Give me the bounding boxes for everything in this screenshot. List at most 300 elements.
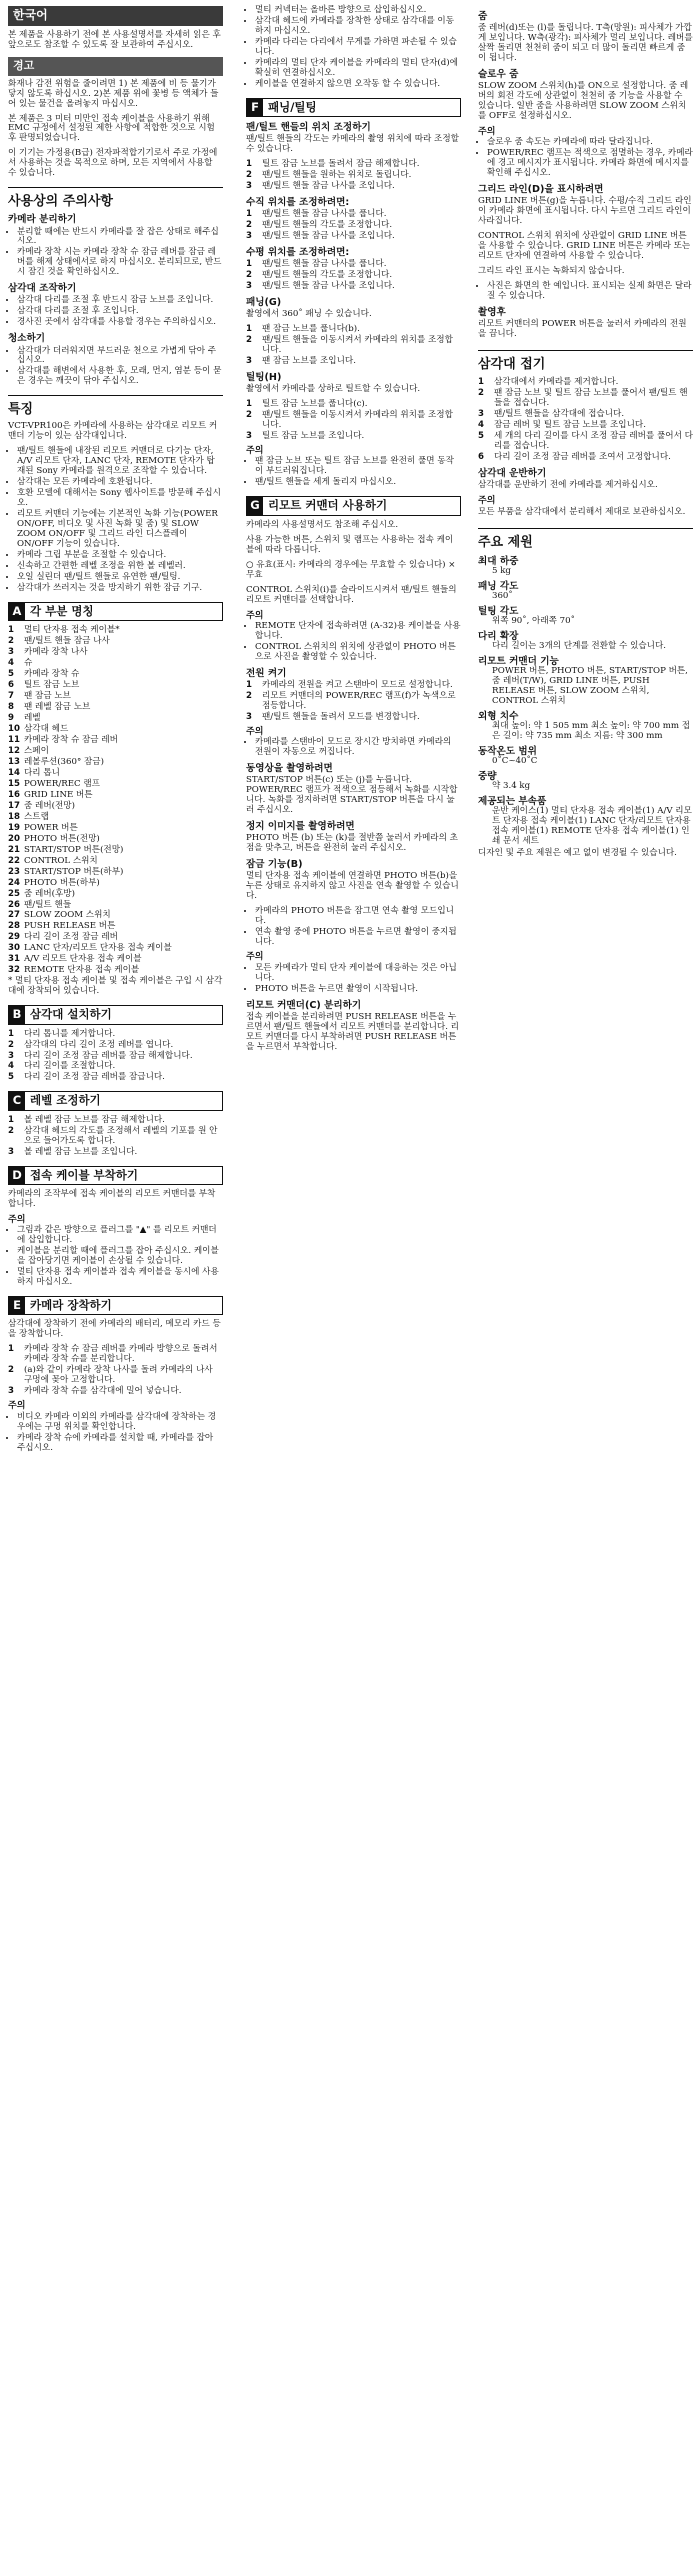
caution-text: 이 기기는 가정용(B급) 전자파적합기기로서 주로 가정에서 사용하는 것을 목적으로 하며, 모든 지역에서 사용할 수 있습니다. xyxy=(8,148,218,179)
step-text: 삼각대 헤드의 각도를 조정해서 레벨의 기포를 원 안으로 들어가도록 합니다. xyxy=(24,1125,218,1146)
pan-tilt-handle-body: 팬/틸트 핸들의 각도는 카메라의 촬영 위치에 따라 조정할 수 있습니다. xyxy=(246,134,459,155)
step-text: 다리 길이 조정 잠금 레버를 조여서 고정합니다. xyxy=(494,452,671,463)
part-name: 팬/틸트 핸들 잠금 나사 xyxy=(24,636,110,647)
part-name: 슈 xyxy=(24,658,33,669)
spec-heading: 외형 치수 xyxy=(478,711,519,722)
part-number: 25 xyxy=(8,888,20,899)
spec-value: 360˚ xyxy=(492,590,513,601)
part-item xyxy=(8,933,223,943)
step-item xyxy=(246,432,461,442)
panning-heading: 패닝(G) xyxy=(246,297,282,309)
zoom-heading: 줌 xyxy=(478,11,488,22)
step-item xyxy=(8,1148,223,1158)
note-heading: 주의 xyxy=(478,496,496,507)
step-item xyxy=(478,432,693,452)
photo-body: PHOTO 버튼 (b) 또는 (k)를 절반쯤 눌러서 카메라의 초점을 맞추고, 버튼을 완전히 눌러 주십시오. xyxy=(246,833,458,854)
step-number: 2 xyxy=(478,388,484,399)
list-item: • 카메라의 PHOTO 버튼을 잠그면 연속 촬영 모드입니다. xyxy=(255,907,461,927)
photo-heading: 정지 이미지를 촬영하려면 xyxy=(246,821,355,833)
list-item: • 리모트 커맨더 기능에는 기본적인 녹화 기능(POWER ON/OFF, 비디오 및 사진 녹화 및 줌) 및 SLOW ZOOM ON/OFF 및 그리드 라인 디스플레이 ON/OFF 기능이 있습니다. xyxy=(17,510,223,550)
part-item xyxy=(8,901,223,911)
lock-body: 멀티 단자용 접속 케이블에 연결하면 PHOTO 버튼(b)을 누른 상태로 유지하지 않고 사진을 연속 촬영할 수 있습니다. xyxy=(246,871,459,902)
step-item xyxy=(246,681,461,691)
part-item xyxy=(8,747,223,757)
handle-steps xyxy=(246,160,461,192)
list-item: • 삼각대 다리를 조절 후 반드시 잠금 노브를 조입니다. xyxy=(17,296,223,306)
section-c-header xyxy=(8,1091,223,1110)
step-number: 3 xyxy=(478,409,484,420)
list-item: • 팬 잠금 노브 또는 틸트 잠금 노브를 완전히 풀면 동작이 부드러워집니다. xyxy=(255,457,461,477)
step-item xyxy=(246,271,461,281)
step-number: 2 xyxy=(246,220,252,231)
list-item: • 멀티 단자용 접속 케이블과 접속 케이블을 동시에 사용하지 마십시오. xyxy=(17,1268,223,1288)
step-text: 다리 길이 조정 잠금 레버를 잠금 해제합니다. xyxy=(24,1050,193,1061)
part-name: 다리 톱니 xyxy=(24,767,60,778)
note-heading: 주의 xyxy=(246,726,264,737)
vertical-heading: 수직 위치를 조정하려면: xyxy=(246,197,350,209)
part-item xyxy=(8,758,223,768)
list-item: • 호환 모델에 대해서는 Sony 웹사이트를 방문해 주십시오. xyxy=(17,489,223,509)
part-name: REMOTE 단자용 접속 케이블 xyxy=(24,965,140,976)
part-number: 13 xyxy=(8,756,20,767)
part-item xyxy=(8,670,223,680)
power-steps xyxy=(246,681,461,723)
step-text: 다리 길이 조정 잠금 레버를 잠급니다. xyxy=(24,1072,165,1083)
step-text: 카메라 장착 슈를 삼각대에 밀어 넣습니다. xyxy=(24,1386,182,1397)
step-number: 6 xyxy=(478,452,484,463)
part-item xyxy=(8,714,223,724)
spec-value: POWER 버튼, PHOTO 버튼, START/STOP 버튼, 줌 레버(T/W), GRID LINE 버튼, PUSH RELEASE 버튼, SLOW ZOOM 스위치, CONTROL 스위치 xyxy=(492,666,688,707)
part-name: GRID LINE 버튼 xyxy=(24,789,93,800)
list-item: • 삼각대 헤드에 카메라를 장착한 상태로 삼각대를 이동하지 마십시오. xyxy=(255,17,461,37)
list-item: • POWER/REC 램프는 적색으로 점멸하는 경우, 카메라에 경고 메시지가 표시됩니다. 카메라 화면에 메시지를 확인해 주십시오. xyxy=(487,149,693,179)
language-title: 한국어 xyxy=(8,6,223,26)
legend-text: ○ 유효(표시: 카메라의 경우에는 무효할 수 있습니다) × 무효 xyxy=(246,559,456,580)
step-item xyxy=(246,336,461,356)
part-name: PHOTO 버튼(하부) xyxy=(24,877,100,888)
spec-heading: 중량 xyxy=(478,771,497,783)
part-item xyxy=(8,922,223,932)
list-item: • 비디오 카메라 이외의 카메라를 삼각대에 장착하는 경우에는 구멍 위치를 확인합니다. xyxy=(17,1413,223,1433)
part-name: 줌 레버(후방) xyxy=(24,888,75,899)
part-name: PUSH RELEASE 버튼 xyxy=(24,921,116,932)
tilting-body: 촬영에서 카메라를 상하로 틸트할 수 있습니다. xyxy=(246,384,421,395)
part-number: 21 xyxy=(8,844,20,855)
power-notes xyxy=(246,738,461,758)
list-item: • 팬/틸트 핸들에 내장된 리모트 커맨더로 다기능 단자, A/V 리모트 단자, LANC 단자, REMOTE 단자가 탑재된 Sony 카메라를 원격으로 조작할 수 있습니다. xyxy=(17,447,223,477)
step-text: 삼각대의 다리 길이 조정 레버를 엽니다. xyxy=(24,1039,174,1050)
part-number: 23 xyxy=(8,866,20,877)
grid-body-2: CONTROL 스위치 위치에 상관없이 GRID LINE 버튼을 사용할 수 있습니다. GRID LINE 버튼은 카메라 또는 리모트 단자에 연결하여 사용할 수 있습니다. xyxy=(478,231,691,262)
part-name: 팬 잠금 노브 xyxy=(24,691,71,702)
power-heading: 전원 켜기 xyxy=(246,667,287,679)
step-text: 팬/틸트 핸들을 이동시켜서 카메라의 위치를 조정합니다. xyxy=(262,335,453,356)
step-text: 틸트 잠금 노브를 조입니다. xyxy=(262,431,365,442)
part-name: 다리 길이 조정 잠금 레버 xyxy=(24,932,118,943)
step-number: 3 xyxy=(246,356,252,367)
list-item: • PHOTO 버튼을 누르면 촬영이 시작됩니다. xyxy=(255,985,461,995)
detach-body: 접속 케이블을 분리하려면 PUSH RELEASE 버튼을 누르면서 팬/틸트 핸들에서 리모트 커맨더를 분리합니다. 리모트 커맨더를 다시 부착하려면 PUSH RELEASE 버튼을 누르면서 부착합니다. xyxy=(246,1011,459,1052)
list-item: • 카메라 장착 슈에 카메라를 설치할 때, 카메라를 잡아 주십시오. xyxy=(17,1434,223,1454)
step-number: 1 xyxy=(246,159,252,170)
mount-steps xyxy=(8,1345,223,1397)
section-letter: A xyxy=(9,603,25,620)
part-item xyxy=(8,648,223,658)
panning-body: 촬영에서 360˚ 패닝 수 있습니다. xyxy=(246,309,372,320)
tilting-heading: 틸팅(H) xyxy=(246,372,282,384)
setup-steps xyxy=(8,1030,223,1084)
mount-notes-continued xyxy=(246,6,461,90)
part-number: 10 xyxy=(8,724,20,735)
spec-value: 0˚C~40˚C xyxy=(492,756,538,767)
part-name: LANC 단자/리모트 단자용 접속 케이블 xyxy=(24,943,172,954)
step-number: 3 xyxy=(246,281,252,292)
part-number: 2 xyxy=(8,636,14,647)
step-number: 1 xyxy=(8,1114,14,1125)
part-item xyxy=(8,944,223,954)
list-item: • 연속 촬영 중에 PHOTO 버튼을 누르면 촬영이 중지됩니다. xyxy=(255,928,461,948)
section-title: 삼각대 설치하기 xyxy=(30,1007,112,1022)
step-number: 3 xyxy=(8,1050,14,1061)
part-item xyxy=(8,955,223,965)
step-number: 4 xyxy=(8,1061,14,1072)
step-number: 3 xyxy=(8,1146,14,1157)
part-item xyxy=(8,626,223,636)
part-number: 32 xyxy=(8,965,20,976)
step-text: (a)와 같이 카메라 장착 나사를 돌려 카메라의 나사 구멍에 꽂아 고정합니다. xyxy=(24,1365,213,1386)
spec-value: 위쪽 90˚, 아래쪽 70˚ xyxy=(492,615,575,626)
part-number: 15 xyxy=(8,778,20,789)
step-item xyxy=(246,182,461,192)
part-number: 30 xyxy=(8,943,20,954)
step-text: 볼 레벨 잠금 노브를 잠금 해제합니다. xyxy=(24,1114,165,1125)
part-name: 멀티 단자용 접속 케이블* xyxy=(24,625,120,636)
parts-note: * 멀티 단자용 접속 케이블 및 접속 케이블은 구입 시 삼각대에 장착되어 있습니다. xyxy=(8,976,223,997)
step-number: 3 xyxy=(246,711,252,722)
step-text: 팬/틸트 핸들의 각도를 조정합니다. xyxy=(262,270,393,281)
step-text: 팬 잠금 노브를 풉니다(b). xyxy=(262,324,360,335)
part-name: A/V 리모트 단자용 접속 케이블 xyxy=(24,954,142,965)
step-number: 1 xyxy=(246,209,252,220)
step-number: 3 xyxy=(8,1386,14,1397)
step-text: 팬/틸트 핸들을 원하는 위치로 돌립니다. xyxy=(262,170,412,181)
step-text: 팬 잠금 노브 및 틸트 잠금 노브를 풀어서 팬/틸트 핸들을 접습니다. xyxy=(494,388,688,409)
part-item xyxy=(8,835,223,845)
section-g-header xyxy=(246,496,461,515)
part-name: PHOTO 버튼(전망) xyxy=(24,833,100,844)
camera-remove-heading: 카메라 분리하기 xyxy=(8,214,77,226)
step-text: 팬/틸트 핸들 잠금 나사를 조입니다. xyxy=(262,231,395,242)
step-text: 카메라 장착 슈 잠금 레버를 카메라 방향으로 돌려서 카메라 장착 슈를 분리합니다. xyxy=(24,1344,218,1365)
part-number: 12 xyxy=(8,745,20,756)
column-2 xyxy=(246,6,461,1058)
note-heading: 주의 xyxy=(246,446,264,457)
spec-value: 5 kg xyxy=(492,565,511,576)
step-text: 카메라의 전원을 켜고 스탠바이 모드로 설정합니다. xyxy=(262,679,453,690)
part-number: 9 xyxy=(8,713,14,724)
features-body: VCT-VPR100은 카메라에 사용하는 삼각대로 리모트 커맨더 기능이 있는 삼각대입니다. xyxy=(8,421,218,442)
list-item: • 카메라 다리는 다리에서 무게를 가하면 파손될 수 있습니다. xyxy=(255,38,461,58)
spec-heading: 제공되는 부속품 xyxy=(478,796,547,808)
carry-heading: 삼각대 운반하기 xyxy=(478,468,547,480)
section-e-body: 삼각대에 장착하기 전에 카메라의 배터리, 메모리 카드 등을 장착합니다. xyxy=(8,1319,221,1340)
panning-steps xyxy=(246,325,461,367)
section-title: 리모트 커맨더 사용하기 xyxy=(268,498,388,513)
section-letter: C xyxy=(9,1092,25,1109)
lock-list xyxy=(246,907,461,948)
step-item xyxy=(8,1062,223,1072)
features-title: 특징 xyxy=(8,395,223,417)
step-item xyxy=(246,221,461,231)
fold-steps xyxy=(478,378,693,463)
section-g-body: 카메라의 사용설명서도 참조해 주십시오. xyxy=(246,519,399,530)
list-item: • 모든 카메라가 멀티 단자 케이블에 대응하는 것은 아닙니다. xyxy=(255,964,461,984)
step-text: 팬/틸트 핸들 잠금 나사를 풉니다. xyxy=(262,209,387,220)
part-number: 26 xyxy=(8,899,20,910)
after-shoot-heading: 촬영후 xyxy=(478,307,506,319)
spec-heading: 틸팅 각도 xyxy=(478,605,519,617)
section-letter: B xyxy=(9,1006,25,1023)
step-number: 2 xyxy=(8,1125,14,1136)
note-heading: 주의 xyxy=(246,610,264,621)
step-number: 1 xyxy=(246,399,252,410)
horizontal-heading: 수평 위치를 조정하려면: xyxy=(246,247,350,259)
carry-body: 삼각대를 운반하기 전에 카메라를 제거하십시오. xyxy=(478,480,658,491)
step-item xyxy=(8,1052,223,1062)
section-g-body-2: 사용 가능한 버튼, 스위치 및 램프는 사용하는 접속 케이블에 따라 다릅니다. xyxy=(246,534,454,555)
list-item: • 삼각대가 쓰러지는 것을 방지하기 위한 잠금 기구. xyxy=(17,584,223,594)
section-b-header xyxy=(8,1005,223,1024)
part-name: 팬/틸트 핸들 xyxy=(24,899,72,910)
part-number: 31 xyxy=(8,954,20,965)
step-item xyxy=(246,260,461,270)
part-name: POWER 버튼 xyxy=(24,822,78,833)
step-number: 1 xyxy=(246,324,252,335)
step-item xyxy=(246,325,461,335)
part-number: 6 xyxy=(8,680,14,691)
part-item xyxy=(8,890,223,900)
control-switch-body: CONTROL 스위치(i)를 슬라이드시켜서 팬/틸트 핸들의 리모트 커맨더를 선택합니다. xyxy=(246,584,457,605)
note-heading: 주의 xyxy=(246,952,264,963)
spec-value: 최대 높이: 약 1 505 mm 최소 높이: 약 700 mm 접은 길이: 약 735 mm 최소 지름: 약 300 mm xyxy=(492,721,691,742)
section-f-notes xyxy=(246,457,461,488)
movie-body: START/STOP 버튼(c) 또는 (j)를 누릅니다. POWER/REC 램프가 적색으로 점등해서 녹화를 시작합니다. 녹화를 정지하려면 START/STOP 버튼을 다시 눌러 주십시오. xyxy=(246,775,458,816)
part-number: 7 xyxy=(8,691,14,702)
part-item xyxy=(8,966,223,976)
part-name: 카메라 장착 슈 xyxy=(24,669,80,680)
pan-tilt-handle-heading: 팬/틸트 핸들의 위치 조정하기 xyxy=(246,122,371,134)
list-item: • 멀티 커넥터는 올바른 방향으로 삽입하십시오. xyxy=(255,6,461,16)
note-heading: 주의 xyxy=(8,1214,26,1225)
part-name: START/STOP 버튼(전망) xyxy=(24,844,124,855)
step-text: 팬/틸트 핸들을 삼각대에 접습니다. xyxy=(494,409,625,420)
spec-heading: 패닝 각도 xyxy=(478,580,519,592)
grid-body: GRID LINE 버튼(g)을 누릅니다. 수평/수직 그리드 라인이 카메라 화면에 표시됩니다. 다시 누르면 그리드 라인이 사라집니다. xyxy=(478,196,692,227)
step-item xyxy=(8,1387,223,1397)
zoom-body: 줌 레버(d)또는 (l)를 돌립니다. T측(망원): 피사체가 가깝게 보입니다. W측(광각): 피사체가 멀리 보입니다. 레버를 살짝 돌리면 천천히 줌이 되고 더 많이 돌리면 빠르게 줌이 됩니다. xyxy=(478,23,693,64)
part-number: 11 xyxy=(8,734,20,745)
part-item xyxy=(8,911,223,921)
note-heading: 주의 xyxy=(8,1401,26,1412)
list-item: • 삼각대가 더러워지면 부드러운 천으로 가볍게 닦아 주십시오. xyxy=(17,347,223,367)
step-text: 팬/틸트 핸들을 돌려서 모드를 변경합니다. xyxy=(262,711,420,722)
part-name: 팬 레벨 잠금 노브 xyxy=(24,702,91,713)
slow-zoom-heading: 슬로우 줌 xyxy=(478,69,519,80)
part-number: 22 xyxy=(8,855,20,866)
section-d-notes xyxy=(8,1226,223,1288)
specs-footer: 디자인 및 주요 제원은 예고 없이 변경될 수 있습니다. xyxy=(478,848,677,859)
part-number: 20 xyxy=(8,833,20,844)
step-item xyxy=(8,1116,223,1126)
list-item: • 케이블을 연결하지 않으면 오작동 할 수 있습니다. xyxy=(255,80,461,90)
part-name: 레벨 xyxy=(24,713,41,724)
step-item xyxy=(246,210,461,220)
step-item xyxy=(246,692,461,712)
step-item xyxy=(246,232,461,242)
section-letter: D xyxy=(9,1167,25,1184)
list-item: • 삼각대 다리를 조절 후 조입니다. xyxy=(17,307,223,317)
list-item: • 삼각대는 모든 카메라에 호환됩니다. xyxy=(17,478,223,488)
step-item xyxy=(246,160,461,170)
step-number: 2 xyxy=(246,410,252,421)
list-item: • 팬/틸트 핸들을 세게 돌리지 마십시오. xyxy=(255,478,461,488)
section-letter: F xyxy=(247,99,263,116)
part-item xyxy=(8,637,223,647)
part-item xyxy=(8,780,223,790)
part-name: 삼각대 헤드 xyxy=(24,724,69,735)
spec-heading: 동작온도 범위 xyxy=(478,746,537,758)
list-item: • 신속하고 간편한 레벨 조정을 위한 볼 레벨러. xyxy=(17,562,223,572)
step-number: 2 xyxy=(246,170,252,181)
step-number: 3 xyxy=(246,231,252,242)
warning-text-1: 화재나 감전 위험을 줄이려면 1) 본 제품에 비 등 물기가 닿지 않도록 하십시오. 2)본 제품 위에 꽃병 등 액체가 들어 있는 물건을 올려놓지 마십시오. xyxy=(8,78,219,109)
part-number: 19 xyxy=(8,822,20,833)
column-1 xyxy=(8,6,223,1458)
part-item xyxy=(8,813,223,823)
step-number: 2 xyxy=(8,1365,14,1376)
part-name: 틸트 잠금 노브 xyxy=(24,680,80,691)
step-item xyxy=(246,171,461,181)
list-item: • 케이블을 분리할 때에 플러그를 잡아 주십시오. 케이블을 잡아당기면 케이블이 손상될 수 있습니다. xyxy=(17,1247,223,1267)
spec-value: 운반 케이스(1) 멀티 단자용 접속 케이블(1) A/V 리모트 단자용 접속 케이블(1) LANC 단자/리모트 단자용 접속 케이블(1) REMOTE 단자용 접속 케이블(1) 인쇄 문서 세트 xyxy=(492,806,692,847)
part-name: 스페이 xyxy=(24,745,49,756)
step-text: 팬/틸트 핸들 잠금 나사를 조입니다. xyxy=(262,181,395,192)
step-item xyxy=(246,357,461,367)
part-name: 카메라 장착 나사 xyxy=(24,647,88,658)
part-number: 17 xyxy=(8,800,20,811)
grid-body-3: 그리드 라인 표시는 녹화되지 않습니다. xyxy=(478,266,625,277)
step-text: 잠금 레버 및 틸트 잠금 노브를 조입니다. xyxy=(494,420,646,431)
part-number: 18 xyxy=(8,811,20,822)
step-text: 팬/틸트 핸들 잠금 나사를 조입니다. xyxy=(262,281,395,292)
specs-title: 주요 제원 xyxy=(478,528,693,550)
step-number: 1 xyxy=(478,377,484,388)
list-item: • CONTROL 스위치의 위치에 상관없이 PHOTO 버튼으로 사진을 촬영할 수 있습니다. xyxy=(255,643,461,663)
step-item xyxy=(246,400,461,410)
list-item: • 오일 실린더 팬/틸트 핸들로 유연한 팬/틸팅. xyxy=(17,573,223,583)
note-heading: 주의 xyxy=(478,127,496,137)
list-item: • 경사진 곳에서 삼각대를 사용할 경우는 주의하십시오. xyxy=(17,318,223,328)
step-text: 팬/틸트 핸들의 각도를 조정합니다. xyxy=(262,220,393,231)
part-item xyxy=(8,692,223,702)
step-item xyxy=(246,411,461,431)
list-item: • 삼각대를 해변에서 사용한 후, 모래, 먼지, 염분 등이 묻은 경우는 깨끗이 닦아 주십시오. xyxy=(17,367,223,387)
part-name: 스트랩 xyxy=(24,811,49,822)
features-list xyxy=(8,447,223,594)
part-name: CONTROL 스위치 xyxy=(24,855,98,866)
step-text: 팬/틸트 핸들을 이동시켜서 카메라의 위치를 조정합니다. xyxy=(262,410,453,431)
section-title: 카메라 장착하기 xyxy=(30,1298,112,1313)
spec-list xyxy=(478,556,693,848)
step-item xyxy=(478,389,693,409)
step-number: 2 xyxy=(8,1039,14,1050)
step-text: 다리 톱니를 제거합니다. xyxy=(24,1028,116,1039)
warning-title: 경고 xyxy=(8,57,223,76)
section-letter: G xyxy=(247,497,263,514)
part-item xyxy=(8,703,223,713)
part-number: 16 xyxy=(8,789,20,800)
step-number: 4 xyxy=(478,420,484,431)
camera-remove-list xyxy=(8,228,223,279)
tripod-heading: 삼각대 조작하기 xyxy=(8,283,77,295)
grid-notes xyxy=(478,282,693,302)
part-item xyxy=(8,846,223,856)
step-item xyxy=(246,713,461,723)
part-item xyxy=(8,824,223,834)
step-item xyxy=(8,1073,223,1083)
intro-text: 본 제품을 사용하기 전에 본 사용설명서를 자세히 읽은 후 앞으로도 참조할 수 있도록 잘 보관하여 주십시오. xyxy=(8,29,221,50)
section-d-body: 카메라의 조작부에 접속 케이블의 리모트 커맨더를 부착합니다. xyxy=(8,1188,216,1209)
step-number: 5 xyxy=(8,1072,14,1083)
part-name: 카메라 장착 슈 잠금 레버 xyxy=(24,734,118,745)
part-number: 28 xyxy=(8,921,20,932)
step-text: 틸트 잠금 노브를 돌려서 잠금 해제합니다. xyxy=(262,159,420,170)
list-item: • 카메라 장착 시는 카메라 장착 슈 잠금 레버를 잠금 레버를 해제 상태에서로 하지 마십시오. 분리되므로, 반드시 잠긴 것을 확인하십시오. xyxy=(17,248,223,278)
step-item xyxy=(8,1345,223,1365)
part-number: 29 xyxy=(8,932,20,943)
step-number: 1 xyxy=(8,1344,14,1355)
step-text: 다리 길이를 조절합니다. xyxy=(24,1061,116,1072)
spec-heading: 다리 확장 xyxy=(478,630,519,642)
step-text: 팬 잠금 노브를 조입니다. xyxy=(262,356,356,367)
spec-heading: 최대 하중 xyxy=(478,555,519,567)
part-number: 5 xyxy=(8,669,14,680)
step-text: 볼 레벨 잠금 노브를 조입니다. xyxy=(24,1146,138,1157)
grid-heading: 그리드 라인(D)을 표시하려면 xyxy=(478,184,604,196)
list-item: • 슬로우 줌 속도는 카메라에 따라 달라집니다. xyxy=(487,138,693,148)
step-number: 1 xyxy=(8,1028,14,1039)
fold-title: 삼각대 접기 xyxy=(478,350,693,372)
list-item: • 사진은 화면의 한 예입니다. 표시되는 실제 화면은 달라질 수 있습니다. xyxy=(487,282,693,302)
section-title: 각 부분 명칭 xyxy=(30,603,94,618)
step-text: 팬/틸트 핸들 잠금 나사를 풉니다. xyxy=(262,259,387,270)
step-item xyxy=(8,1366,223,1386)
step-item xyxy=(8,1030,223,1040)
part-number: 3 xyxy=(8,647,14,658)
spec-heading: 리모트 커맨더 기능 xyxy=(478,656,559,667)
step-number: 2 xyxy=(246,690,252,701)
section-e-header xyxy=(8,1296,223,1315)
step-number: 3 xyxy=(246,431,252,442)
slow-zoom-body: SLOW ZOOM 스위치(h)를 ON으로 설정합니다. 줌 레버의 회전 각도에 상관없이 천천히 줌 기능을 사용할 수 있습니다. 일반 줌을 사용하려면 SLOW ZOOM 스위치를 OFF로 설정하십시오. xyxy=(478,81,689,122)
section-d-header xyxy=(8,1166,223,1185)
step-number: 2 xyxy=(246,335,252,346)
step-number: 5 xyxy=(478,431,484,442)
part-number: 8 xyxy=(8,702,14,713)
part-item xyxy=(8,681,223,691)
step-text: 삼각대에서 카메라를 제거합니다. xyxy=(494,377,619,388)
part-name: 레볼루션(360° 잠금) xyxy=(24,756,104,767)
